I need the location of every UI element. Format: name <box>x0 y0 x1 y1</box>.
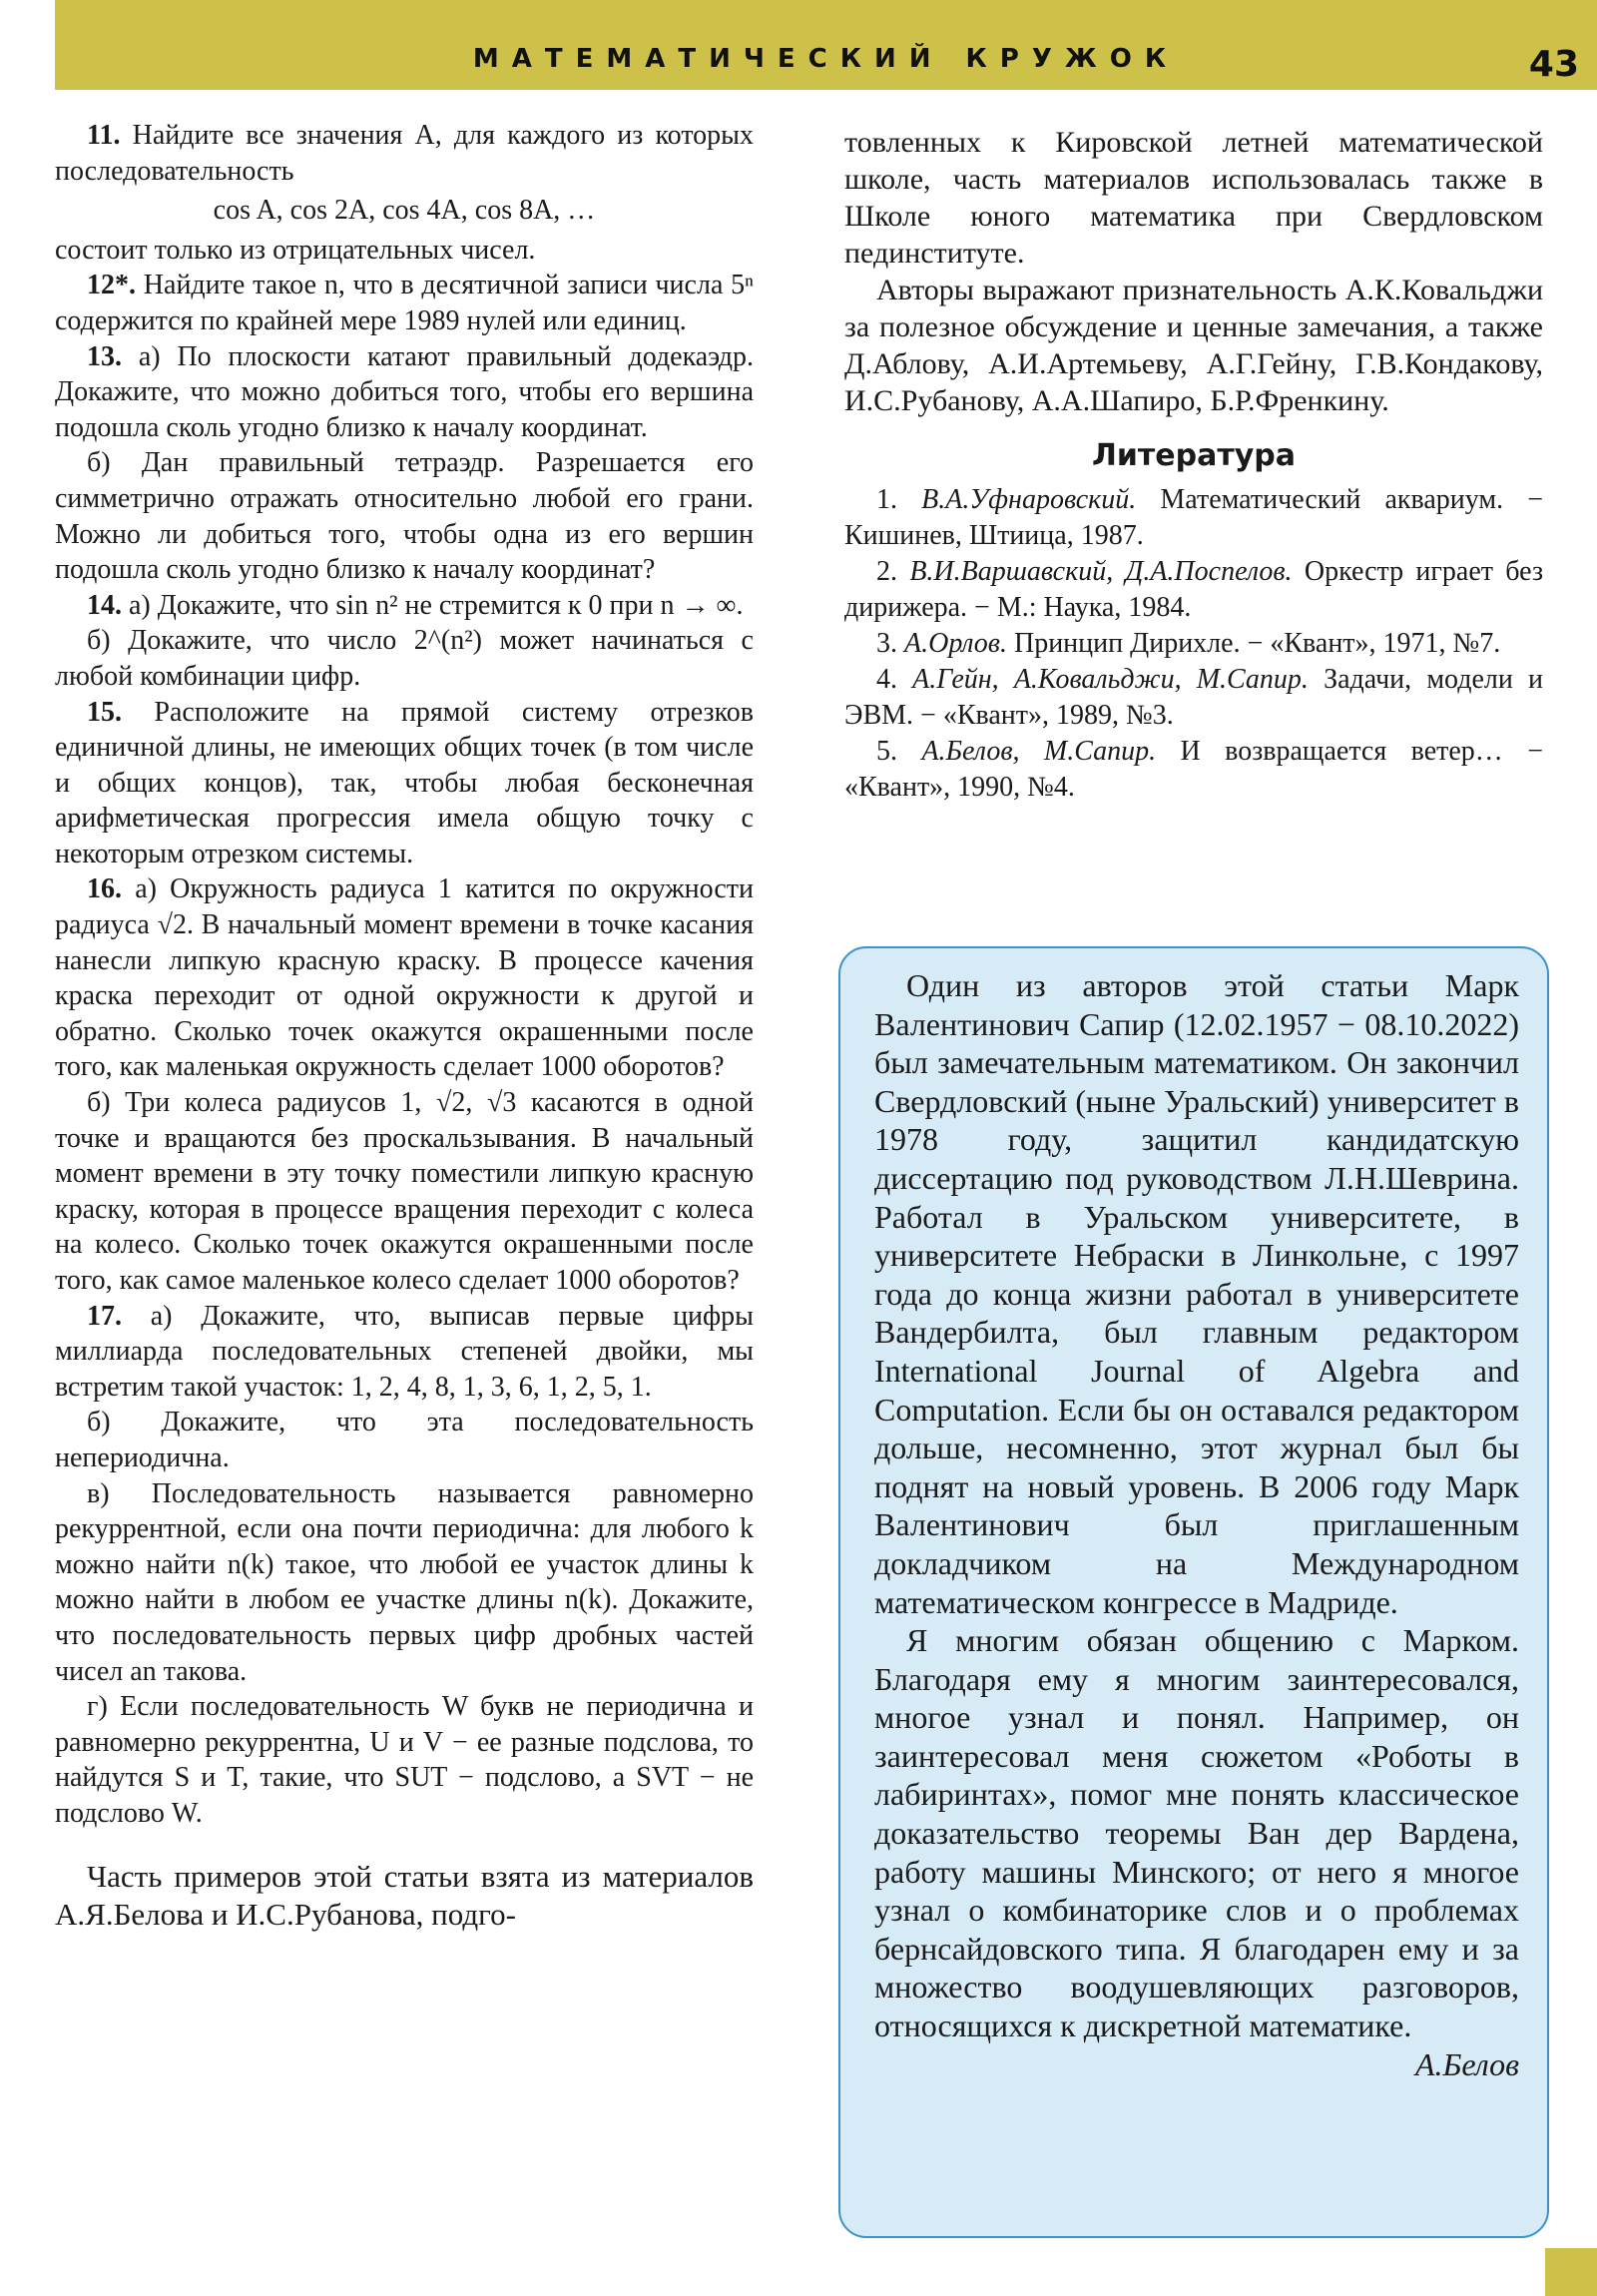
page-number: 43 <box>1528 44 1579 85</box>
section-title: МАТЕМАТИЧЕСКИЙ КРУЖОК <box>472 44 1180 74</box>
bio-paragraph: Один из авторов этой статьи Марк Валентинович Сапир (12.02.1957 − 08.10.2022) был замечательным математиком. Он закончил Свердловский (ныне Уральский) университет в 1978 году, защитил кандидатскую диссертацию под руководством Л.Н.Шеврина. Работал в Уральском университете, в университете Небраски в Линкольне, с 1997 года до конца жизни работал в университете Вандербилта, был главным редактором International Journal of Algebra and Computation. Если бы он оставался редактором дольше, несомненно, этот журнал был бы поднят на новый уровень. В 2006 году Марк Валентинович был приглашенным докладчиком на Международном математическом конгрессе в Мадриде. <box>874 967 1519 1620</box>
item-authors: А.Гейн, А.Ковальджи, М.Сапир. <box>912 664 1309 695</box>
problem-17d: г) Если последовательность W букв не периодична и равномерно рекуррентна, U и V − ее разные подслова, то найдутся S и T, такие, что SUT − подслово, а SVT − не подслово W. <box>55 1691 754 1829</box>
problem-text: а) По плоскости катают правильный додекаэдр. Докажите, что можно добиться того, чтобы его вершина подошла сколь угодно близко к началу координат. <box>55 340 754 443</box>
problem-text: Расположите на прямой систему отрезков единичной длины, не имеющих общих точек (в том числе и общих концов), так, чтобы любая бесконечная арифметическая прогрессия имела общую точку с некоторым отрезком системы. <box>55 696 754 869</box>
literature-item <box>844 662 1543 734</box>
bio-box <box>838 946 1549 2238</box>
item-text: И возвращается ветер… − «Квант», 1990, №4. <box>844 736 1544 803</box>
problem-17b: б) Докажите, что эта последовательность непериодична. <box>55 1407 754 1473</box>
corner-block <box>1545 2248 1597 2296</box>
item-number: 5. <box>876 736 897 767</box>
literature-item <box>844 626 1543 662</box>
problem-text: состоит только из отрицательных чисел. <box>55 234 536 266</box>
left-column <box>55 118 754 1934</box>
bio-paragraph: Я многим обязан общению с Марком. Благодаря ему я многим заинтересовался, многое узнал и понял. Например, он заинтересовал меня сюжетом «Роботы в лабиринтах», помог мне понять классическое доказательство теоремы Ван дер Вардена, работу машины Минского; от него я многое узнал о комбинаторике слов и о проблемах бернсайдовского типа. Я благодарен ему и за множество воодушевляющих разговоров, относящихся к дискретной математике. <box>874 1622 1519 2044</box>
problem-number: 15. <box>87 696 122 728</box>
right-column <box>844 124 1543 806</box>
problem-number: 16. <box>87 873 122 905</box>
problem-text: а) Докажите, что, выписав первые цифры миллиарда последовательных степеней двойки, мы встретим такой участок: 1, 2, 4, 8, 1, 3, 6, 1, 2, 5, 1. <box>55 1300 754 1403</box>
literature-item <box>844 482 1543 554</box>
problem-number: 11. <box>87 120 121 151</box>
item-authors: А.Орлов. <box>904 628 1007 659</box>
problem-15 <box>55 695 754 872</box>
item-authors: В.А.Уфнаровский. <box>921 484 1137 515</box>
problem-text: а) Окружность радиуса 1 катится по окружности радиуса √2. В начальный момент времени в точке касания нанесли липкую красную краску. В процессе качения краска переходит от одной окружности к другой и обратно. Сколько точек окажутся окрашенными после того, как маленькая окружность сделает 1000 оборотов? <box>55 873 755 1083</box>
item-text: Принцип Дирихле. − «Квант», 1971, №7. <box>1006 628 1501 659</box>
problem-14a <box>55 588 754 624</box>
literature-item <box>844 734 1543 806</box>
problem-14b: б) Докажите, что число 2^(n²) может начинаться с любой комбинации цифр. <box>55 625 754 692</box>
problem-number: 14. <box>87 589 122 621</box>
item-number: 2. <box>876 556 897 587</box>
literature-list <box>844 482 1543 806</box>
problem-text: Найдите все значения A, для каждого из которых последовательность <box>55 120 754 187</box>
item-text: Задачи, модели и ЭВМ. − «Квант», 1989, №3. <box>844 664 1544 731</box>
item-text: Оркестр играет без дирижера. − М.: Наука, 1984. <box>844 556 1544 623</box>
acknowledgment: Авторы выражают признательность А.К.Ковальджи за полезное обсуждение и ценные замечания, а также Д.Аблову, А.И.Артемьеву, А.Г.Гейну, Г.В.Кондакову, И.С.Рубанову, А.А.Шапиро, Б.Р.Френкину. <box>844 274 1543 417</box>
closing-continued: товленных к Кировской летней математической школе, часть материалов использовалась также в Школе юного математика при Свердловском пединституте. <box>844 126 1543 270</box>
problem-17c: в) Последовательность называется равномерно рекуррентной, если она почти периодична: для любого k можно найти n(k) такое, что любой ее участок длины k можно найти в любом ее участке длины n(k). Докажите, что последовательность первых цифр дробных частей чисел an такова. <box>55 1477 754 1687</box>
problem-number: 13. <box>87 340 122 372</box>
item-text: Математический аквариум. − Кишинев, Штиица, 1987. <box>844 484 1543 551</box>
literature-title: Литература <box>1091 438 1297 473</box>
problem-11 <box>55 118 754 189</box>
item-number: 4. <box>876 664 897 695</box>
problem-12 <box>55 268 754 338</box>
item-authors: А.Белов, М.Сапир. <box>921 736 1157 767</box>
problem-16b: б) Три колеса радиусов 1, √2, √3 касаются в одной точке и вращаются без проскальзывания. В начальный момент времени в эту точку поместили липкую красную краску, которая в процессе вращения переходит с колеса на колесо. Сколько точек окажутся окрашенными после того, как самое маленькое колесо сделает 1000 оборотов? <box>55 1087 754 1296</box>
problem-13b: б) Дан правильный тетраэдр. Разрешается его симметрично отражать относительно любой его грани. Можно ли добиться того, чтобы одна из его вершин подошла сколь угодно близко к началу координат? <box>55 447 754 586</box>
literature-item <box>844 554 1543 626</box>
closing-text: Часть примеров этой статьи взята из материалов А.Я.Белова и И.С.Рубанова, подго- <box>55 1858 754 1932</box>
item-number: 1. <box>876 484 897 515</box>
problem-text: Найдите такое n, что в десятичной записи числа 5ⁿ содержится по крайней мере 1989 нулей или единиц. <box>55 270 754 336</box>
header-bar <box>55 0 1597 90</box>
problem-number: 17. <box>87 1300 122 1332</box>
problem-17a <box>55 1299 754 1406</box>
item-authors: В.И.Варшавский, Д.А.Поспелов. <box>909 556 1293 587</box>
item-number: 3. <box>876 628 897 659</box>
problem-13a <box>55 339 754 446</box>
problem-16a <box>55 871 754 1085</box>
problem-text: а) Докажите, что sin n² не стремится к 0 при n → ∞. <box>129 589 744 621</box>
signature: А.Белов <box>1414 2045 1519 2082</box>
problem-number: 12*. <box>87 270 136 301</box>
formula: cos A, cos 2A, cos 4A, cos 8A, … <box>213 195 596 227</box>
